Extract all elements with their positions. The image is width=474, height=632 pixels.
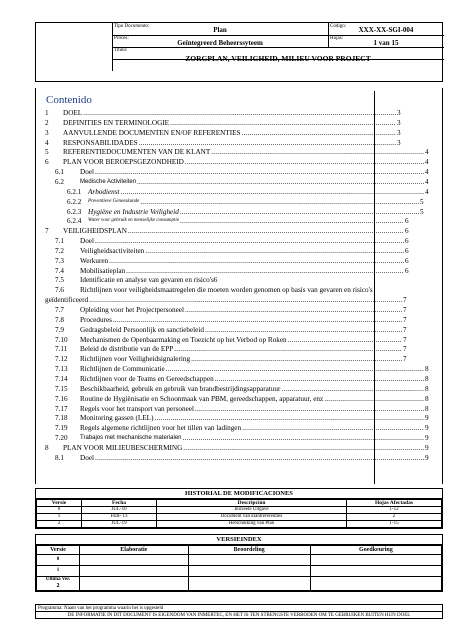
toc-entry-page: 8 <box>425 394 429 403</box>
historial-cell: JUL-19 <box>82 521 157 528</box>
toc-entry-text: Veiligheidsactiviteiten <box>80 246 145 255</box>
toc-leader-dots <box>183 433 425 443</box>
toc-entry-number: 7.12 <box>55 355 68 364</box>
toc-entry-page: 4 <box>425 158 429 167</box>
tipo-cell <box>112 23 328 35</box>
ownership-footer: DE INFORMATIE IN DIT DOCUMENT IS EIGENDOM VAN INMERTEC, EN HET IS TEN STRENGSTE VERBODEN OM TE GEBRUIKEN BUITEN HUN DOEL <box>35 611 443 619</box>
versieindex-header-cell: Goedkeuring <box>310 546 441 555</box>
toc-entry[interactable] <box>45 157 437 167</box>
toc-entry[interactable] <box>45 433 437 443</box>
toc-entry[interactable] <box>45 226 437 236</box>
toc-entry[interactable] <box>45 197 437 207</box>
versieindex-cell: 1 <box>37 566 80 577</box>
toc-entry[interactable] <box>45 315 437 325</box>
toc-entry-text: Identificatie en analyse van gevaren en risico's6 <box>80 276 218 285</box>
historial-cell: Herschikking van Plan <box>157 521 347 528</box>
toc-entry-text: Trabajos met mechanische materialen <box>80 435 182 442</box>
toc-entry-text: PLAN VOOR MILIEUBESCHERMING <box>63 443 183 452</box>
toc-leader-dots <box>288 335 402 345</box>
toc-entry[interactable] <box>45 207 437 217</box>
toc-entry[interactable] <box>45 374 437 384</box>
toc-leader-dots <box>170 118 396 128</box>
toc-leader-dots <box>95 453 424 463</box>
toc-entry-text: Mechanismen de Openbaarmaking en Toezicht op het Verbod op Roken <box>80 335 287 344</box>
toc-entry-text: Beleid de distributie van de EPP <box>80 345 174 354</box>
versieindex-header-cell: Elaboratie <box>80 546 189 555</box>
toc-entry[interactable] <box>45 285 437 295</box>
toc-entry-page: 8 <box>425 384 429 393</box>
toc-entry-number: 7 <box>45 227 49 236</box>
toc-entry[interactable] <box>45 187 437 197</box>
toc-entry-number: 7.15 <box>55 384 68 393</box>
toc-entry-text: DEFINITIES EN TERMINOLOGIE <box>63 118 170 127</box>
toc-entry[interactable] <box>45 344 437 354</box>
toc-leader-dots <box>113 315 402 325</box>
toc-entry-number: 6.2.4 <box>67 217 82 226</box>
toc-entry-number: 7.7 <box>55 306 64 314</box>
toc-leader-dots <box>241 128 396 138</box>
toc-entry-page: 8 <box>425 404 429 413</box>
toc-entry-text: DOEL <box>63 109 83 117</box>
versieindex-cell[interactable] <box>80 555 189 566</box>
toc-leader-dots <box>154 413 424 423</box>
codigo-value: XXX-XX-SGI-004 <box>358 26 414 34</box>
toc-entry-text: Doel <box>80 237 94 246</box>
toc-entry-page: 7 <box>403 325 407 334</box>
toc-leader-dots <box>180 207 419 217</box>
toc-entry-text: Procedures <box>80 315 112 324</box>
toc-entry-text: Medische Activiteiten <box>80 178 137 185</box>
program-footer: Programma: Naam van het programma waarin het is opgesteld <box>35 604 443 612</box>
toc-leader-dots <box>109 256 404 266</box>
toc-entry[interactable] <box>45 177 437 187</box>
toc-entry-text: Beschikbaarheid, gebruik en gebruik van brandbestrijdingsapparatuur <box>80 384 281 393</box>
historial-cell: 1 <box>37 514 82 521</box>
toc-entry[interactable] <box>45 236 437 246</box>
historial-cell: 1-15 <box>347 521 442 528</box>
toc-leader-dots <box>191 354 402 364</box>
historial-cell: 1-12 <box>347 507 442 514</box>
toc-entry[interactable] <box>45 266 437 276</box>
versieindex-header-cell: Beoordeling <box>188 546 310 555</box>
hojas-value: 1 van 15 <box>373 39 399 47</box>
toc-leader-dots <box>95 236 404 246</box>
toc-entry-text: Hygiëne en Industrie Veiligheid <box>88 207 179 216</box>
toc-entry-text: Richtlijnen voor veiligheidsmaatregelen die moeten worden genomen op basis van gevaren en risico's <box>80 286 373 295</box>
toc-leader-dots <box>185 305 402 315</box>
toc-entry-number: 5 <box>45 148 49 157</box>
toc-entry-number: 4 <box>45 138 49 147</box>
versieindex-title: VERSIEINDEX <box>36 535 442 545</box>
toc-entry-number: 7.16 <box>55 394 68 403</box>
historial-title: HISTORIAL DE MODIFICACIONES <box>36 489 442 499</box>
toc-entry-number: 7.11 <box>55 345 68 354</box>
versieindex-cell: 0 <box>37 555 80 566</box>
versieindex-cell[interactable] <box>188 555 310 566</box>
toc-entry-page: 6 <box>405 246 409 255</box>
versieindex-row <box>37 566 442 577</box>
toc-entry[interactable] <box>45 413 437 423</box>
toc-leader-dots <box>195 404 424 414</box>
titulo-label: Titulo: <box>114 48 128 53</box>
historial-row <box>37 507 442 514</box>
toc-entry-page: 8 <box>425 365 429 374</box>
toc-leader-dots <box>95 167 424 177</box>
document-header <box>35 22 443 82</box>
toc-entry[interactable] <box>45 295 437 305</box>
historial-cell: Document van klantreferenties <box>157 514 347 521</box>
toc-entry-page: 6 <box>405 217 409 226</box>
toc-entry-number: 7.9 <box>55 325 64 334</box>
historial-header-cell: Descripción <box>157 500 347 507</box>
versieindex-header-cell: Versie <box>37 546 80 555</box>
historial-cell: 2 <box>347 514 442 521</box>
ultima-version-row <box>37 577 442 591</box>
toc-entry-number: 7.3 <box>55 256 64 265</box>
proces-value: Geïntegreerd Beheerssyteem <box>177 39 263 47</box>
toc-leader-dots <box>166 364 424 374</box>
historial-header-cell: Versie <box>37 500 82 507</box>
toc-entry-text: Opleiding voor het Projectpersoneel <box>80 306 184 314</box>
toc-entry-page: 4 <box>425 177 429 186</box>
toc-entry-text: Routine de Hygiënisatie en Schoonmaak van PBM, gereedschappen, apparatuur, enz <box>80 394 324 403</box>
proces-cell <box>112 35 328 47</box>
toc-entry-page: 3 <box>397 118 401 127</box>
toc-entry-page: 9 <box>425 453 429 462</box>
toc-entry-page: 6 <box>405 256 409 265</box>
toc-leader-dots <box>211 147 424 157</box>
toc-leader-dots <box>324 394 424 404</box>
versieindex-row <box>37 555 442 566</box>
toc-entry-text: Gedragsbeleid Persoonlijk en sanctiebeleid <box>80 325 204 334</box>
toc-entry-number: 6.2.2 <box>67 197 82 206</box>
toc-entry-text: PLAN VOOR BEROEPSGEZONDHEID <box>63 158 184 167</box>
toc-leader-dots <box>128 226 404 236</box>
toc-entry-number: 7.5 <box>55 276 64 285</box>
toc-entry-page: 3 <box>397 138 401 147</box>
toc-entry-number: 7.6 <box>55 286 64 295</box>
company-logo-area <box>36 23 113 71</box>
toc-entry-page: 7 <box>403 315 407 324</box>
toc-entry[interactable] <box>45 423 437 433</box>
toc-entry-number: 7.17 <box>55 404 68 413</box>
versieindex-cell[interactable] <box>80 566 189 577</box>
historial-table <box>35 488 443 529</box>
historial-header-cell: Fecha <box>82 500 157 507</box>
toc-entry[interactable] <box>45 335 437 345</box>
toc-entry[interactable] <box>45 394 437 404</box>
toc-entry-number: 7.2 <box>55 246 64 255</box>
toc-entry-number: 6.2.1 <box>67 187 82 196</box>
toc-leader-dots <box>126 266 404 276</box>
historial-row <box>37 521 442 528</box>
toc-entry-text: Monitoring gassen (LEL) <box>80 414 154 423</box>
historial-cell: Inicieele Uitgave <box>157 507 347 514</box>
toc-entry-number: 7.14 <box>55 374 68 383</box>
versieindex-cell[interactable] <box>188 566 310 577</box>
toc-entry[interactable] <box>45 246 437 256</box>
toc-leader-dots <box>89 295 402 305</box>
titulo-cell <box>112 48 444 81</box>
toc-entry-number: 7.1 <box>55 237 64 246</box>
toc-entry[interactable] <box>45 443 437 453</box>
toc-entry[interactable] <box>45 453 437 463</box>
toc-entry[interactable] <box>45 118 437 128</box>
toc-entry-number: 7.13 <box>55 365 68 374</box>
toc-entry-number: 6.2.3 <box>67 207 82 216</box>
toc-entry-number: 6 <box>45 158 49 167</box>
toc-entry-text: AANVULLENDE DOCUMENTEN EN/OF REFERENTIES <box>63 128 241 137</box>
toc-leader-dots <box>185 157 424 167</box>
toc-entry-page: 4 <box>425 187 429 196</box>
versieindex-cell[interactable] <box>310 555 441 566</box>
toc-entry[interactable] <box>45 147 437 157</box>
toc-entry-text: Mobilisatieplan <box>80 266 126 275</box>
toc-entry[interactable] <box>45 256 437 266</box>
toc-entry-page: 7 <box>403 345 407 354</box>
toc-entry-text: Preventieve Geneeskunde <box>88 198 140 204</box>
versieindex-table <box>35 534 443 592</box>
historial-cell: FEB- 13 <box>82 514 157 521</box>
tipo-label: Tipo Documento: <box>114 24 150 29</box>
historial-cell: 2 <box>37 521 82 528</box>
toc-entry-page: 6 <box>405 227 409 236</box>
toc-entry-number: 2 <box>45 118 49 127</box>
toc-entry-page: 7 <box>403 355 407 364</box>
proces-label: Proces: <box>114 36 129 41</box>
toc-entry-text: Water voor gebruik en menselijke consumptie <box>88 218 180 224</box>
toc-entry-page: 6 <box>405 237 409 246</box>
toc-title: Contenido <box>46 94 92 106</box>
toc-entry[interactable] <box>45 384 437 394</box>
toc-entry-text: Regels algemene richtlijnen voor het tillen van ladingen <box>80 424 242 433</box>
toc-entry[interactable] <box>45 275 437 285</box>
historial-header-cell: Hojas Afectadas <box>347 500 442 507</box>
toc-leader-dots <box>180 216 404 226</box>
toc-entry-text: RESPONSABILIDADES <box>63 138 138 147</box>
toc-entry-text: Werkuren <box>80 256 109 265</box>
toc-entry[interactable] <box>45 325 437 335</box>
toc-entry-number: 6.2 <box>55 177 64 186</box>
toc-entry[interactable] <box>45 167 437 177</box>
toc-entry-number: 7.10 <box>55 335 68 344</box>
toc-entry-page: 9 <box>425 414 429 423</box>
toc-leader-dots <box>137 177 424 187</box>
codigo-cell <box>328 23 444 35</box>
toc-entry-text: Richtlijnen de Communicatie <box>80 365 165 374</box>
toc-entry-page: 7 <box>403 296 407 305</box>
toc-entry-number: 7.4 <box>55 266 64 275</box>
historial-row <box>37 514 442 521</box>
toc-leader-dots <box>174 344 402 354</box>
toc-entry-page: 5 <box>420 207 424 216</box>
toc-entry-text: geïdentificeerd <box>45 296 89 305</box>
toc-entry-page: 5 <box>420 197 424 206</box>
toc-entry[interactable] <box>45 404 437 414</box>
toc-leader-dots <box>121 187 424 197</box>
toc-leader-dots <box>183 443 424 453</box>
toc-entry-number: 7.20 <box>55 434 68 443</box>
toc-entry[interactable] <box>45 354 437 364</box>
toc-entry[interactable] <box>45 138 437 148</box>
toc-entry[interactable] <box>45 305 437 315</box>
toc-entry-text: Regels voor het transport van personeel <box>80 404 194 413</box>
toc-entry-number: 3 <box>45 128 49 137</box>
toc-entry-number: 7.19 <box>55 424 68 433</box>
toc-entry-text: Doel <box>80 453 94 462</box>
toc-entry[interactable] <box>45 128 437 138</box>
toc-entry-text: Doel <box>80 168 94 177</box>
hojas-cell <box>328 35 444 47</box>
toc-entry-number: 8 <box>45 443 49 452</box>
toc-leader-dots <box>140 197 419 207</box>
toc-entry-page: 7 <box>403 335 407 344</box>
toc-entry[interactable] <box>45 216 437 226</box>
toc-entry-page: 3 <box>397 128 401 137</box>
versieindex-cell[interactable] <box>310 566 441 577</box>
toc-entry[interactable] <box>45 364 437 374</box>
tipo-value: Plan <box>213 26 227 34</box>
historial-cell: JUL-10 <box>82 507 157 514</box>
toc-entry-text: Arbodienst <box>88 187 120 196</box>
toc-entry-page: 7 <box>403 306 407 314</box>
toc-entry-text: REFERENTIEDOCUMENTEN VAN DE KLANT <box>63 148 211 157</box>
toc-leader-dots <box>139 138 396 148</box>
toc-leader-dots <box>281 384 424 394</box>
toc-entry-text: VEILIGHEIDSPLAN <box>63 227 127 236</box>
toc-entry-number: 7.8 <box>55 315 64 324</box>
toc-entry-page: 9 <box>425 434 429 443</box>
toc-entry-number: 8.1 <box>55 453 64 462</box>
toc-entry-page: 9 <box>425 443 429 452</box>
titulo-value: ZORGPLAN, VEILIGHEID, MILIEU VOOR PROJECT <box>185 54 371 63</box>
toc-entry-number: 6.1 <box>55 168 64 177</box>
codigo-label: Código: <box>330 24 347 29</box>
toc-entry-page: 3 <box>397 109 401 117</box>
toc-entry-text: Richtlijnen voor Veiligheidsignalering <box>80 355 191 364</box>
historial-cell: 0 <box>37 507 82 514</box>
toc-entry-page: 6 <box>405 266 409 275</box>
ultima-label: Ultima Ver. 2 <box>37 577 80 591</box>
toc-leader-dots <box>145 246 404 256</box>
toc-entry-page: 9 <box>425 424 429 433</box>
toc-entry-number: 7.18 <box>55 414 68 423</box>
toc-leader-dots <box>215 374 424 384</box>
toc-entry-page: 8 <box>425 374 429 383</box>
toc-leader-dots <box>83 108 396 118</box>
toc-entry-page: 4 <box>425 148 429 157</box>
toc-entry-page: 4 <box>425 168 429 177</box>
toc-leader-dots <box>242 423 424 433</box>
toc-entry-text: Richtlijnen voor de Teams en Gereedschappen <box>80 374 214 383</box>
hojas-label: Hojas: <box>330 36 344 41</box>
toc-entry-number: 1 <box>45 109 49 117</box>
toc-leader-dots <box>205 325 402 335</box>
toc-entry[interactable] <box>45 108 437 118</box>
